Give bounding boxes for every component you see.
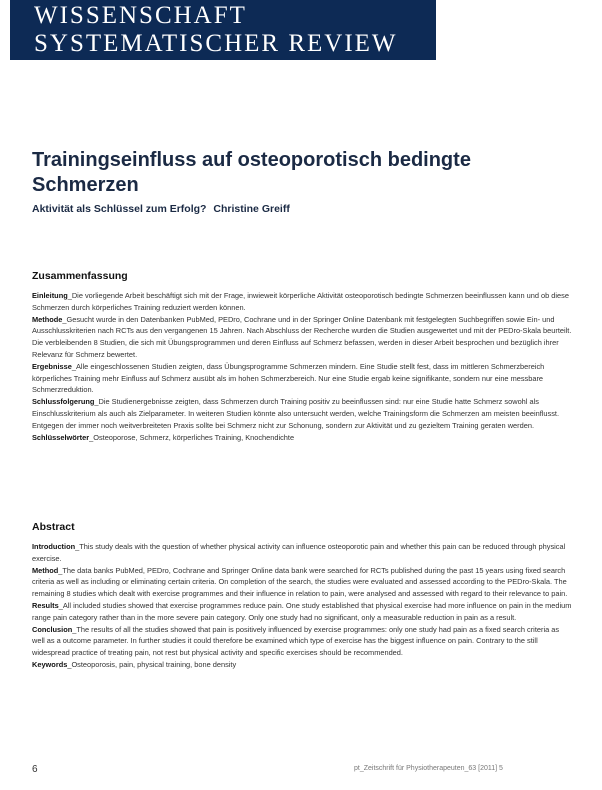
paragraph-text: _This study deals with the question of whether physical activity can influence osteoporotic pain and whether this pain can be reduced through physical exercise. bbox=[32, 542, 566, 563]
paragraph-label: Schlussfolgerung bbox=[32, 397, 95, 407]
abstract-paragraph bbox=[32, 541, 572, 565]
paragraph-label: Keywords bbox=[32, 659, 68, 669]
paragraph-label: Conclusion bbox=[32, 624, 73, 634]
journal-footer: pt_Zeitschrift für Physiotherapeuten_63 [2011] 5 bbox=[354, 765, 503, 772]
abstract-paragraph bbox=[32, 565, 572, 600]
zusammenfassung-paragraph bbox=[32, 432, 572, 444]
paragraph-label: Method bbox=[32, 565, 59, 575]
abstract-heading: Abstract bbox=[32, 521, 75, 533]
zusammenfassung-body bbox=[32, 290, 572, 443]
paragraph-label: Results bbox=[32, 600, 59, 610]
article-title: Trainingseinfluss auf osteoporotisch bedingte Schmerzen bbox=[32, 149, 471, 196]
zusammenfassung-paragraph bbox=[32, 290, 572, 314]
zusammenfassung-heading: Zusammenfassung bbox=[32, 270, 128, 282]
article-author: Christine Greiff bbox=[213, 203, 290, 215]
paragraph-label: Introduction bbox=[32, 542, 76, 551]
banner-line-1: WISSENSCHAFT bbox=[34, 2, 247, 29]
paragraph-label: Schlüsselwörter bbox=[32, 432, 90, 442]
section-banner bbox=[10, 0, 436, 60]
zusammenfassung-paragraph bbox=[32, 396, 572, 431]
paragraph-label: Ergebnisse bbox=[32, 361, 72, 371]
zusammenfassung-paragraph bbox=[32, 361, 572, 396]
paragraph-text: _The results of all the studies showed that pain is positively influenced by exercise programmes: only one study had pain as a fixed search criteria as well as a outcome parameter. In further studies it could therefore be examined which type of exercise has the biggest influence on pain. Contrary to the still widespread practice of treating pain, not rest but physical activity and specific exercises should be recommended. bbox=[32, 624, 560, 658]
page-number: 6 bbox=[32, 764, 38, 775]
article-subtitle-line bbox=[32, 203, 290, 215]
paragraph-label: Methode bbox=[32, 314, 63, 324]
article-subtitle: Aktivität als Schlüssel zum Erfolg? bbox=[32, 203, 207, 215]
paragraph-text: _Alle eingeschlossenen Studien zeigten, dass Übungsprogramme Schmerzen mindern. Eine Studie stellt fest, dass im mittleren Schmerzbereich körperliches Training mehr Einfluss auf Schmerz ausübt als im hohen Schmerzbereich. Nur eine Studie ergab keine signifikante, sondern nur eine messbare Schmerzreduktion. bbox=[32, 361, 545, 395]
paragraph-text: _Osteoporosis, pain, physical training, bone density bbox=[67, 659, 237, 669]
abstract-paragraph bbox=[32, 600, 572, 624]
paragraph-text: _All included studies showed that exercise programmes reduce pain. One study established that physical exercise had more influence on pain in the medium range pain category rather than in the more severe pain category. Only one study had no significant, only a measurable reduction in pain as a result. bbox=[32, 600, 572, 622]
paragraph-text: _The data banks PubMed, PEDro, Cochrane and Springer Online data bank were searched for RCTs published during the past 15 years using fixed search criteria as well as including or eliminating certain criteria. On completion of the search, the studies were evaluated and assessed according to the PEDro-Skala. The remaining 8 studies which dealt with exercise programmes and their influence in relation to pain, were analysed and assessed with regard to their relevance to pain. bbox=[32, 565, 568, 599]
abstract-body bbox=[32, 541, 572, 671]
paragraph-text: _Die Studienergebnisse zeigten, dass Schmerzen durch Training positiv zu beeinflussen sind: nur eine Studie hatte Schmerz sowohl als Einschlusskriterium als auch als Zielparameter. In weiteren Studien könnte also untersucht werden, welche Trainingsform die Schmerzen am meisten beeinflusst. Entgegen der immer noch weitverbreiteten Praxis sollte bei Schmerz nicht zur Schonung, sondern zur Aktivität und zu gezieltem Training geraten werden. bbox=[32, 397, 560, 430]
abstract-paragraph bbox=[32, 659, 572, 671]
banner-line-2: SYSTEMATISCHER REVIEW bbox=[34, 30, 398, 57]
zusammenfassung-paragraph bbox=[32, 314, 572, 361]
paragraph-text: _Die vorliegende Arbeit beschäftigt sich mit der Frage, inwieweit körperliche Aktivität osteoporotisch bedingte Schmerzen beeinflussen kann und ob diese Schmerzen durch körperliches Training reduziert werden können. bbox=[32, 291, 569, 312]
paragraph-text: _Osteoporose, Schmerz, körperliches Training, Knochendichte bbox=[89, 432, 295, 442]
paragraph-label: Einleitung bbox=[32, 291, 68, 300]
abstract-paragraph bbox=[32, 624, 572, 659]
paragraph-text: _Gesucht wurde in den Datenbanken PubMed, PEDro, Cochrane und in der Springer Online Datenbank mit festgelegten Suchbegriffen sowie Ein- und Ausschlusskriterien nach RCTs aus den vergangenen 15 Jahren. Nach Abschluss der Recherche wurden die Studien ausgewertet und mit der PEDro-Skala beurteilt. Die verbleibenden 8 Studien, die sich mit Übungsprogrammen und deren Einfluss auf Schmerz befassen, werden in dieser Arbeit besprochen und bezüglich ihrer Relevanz für Schmerz bewertet. bbox=[32, 314, 572, 359]
